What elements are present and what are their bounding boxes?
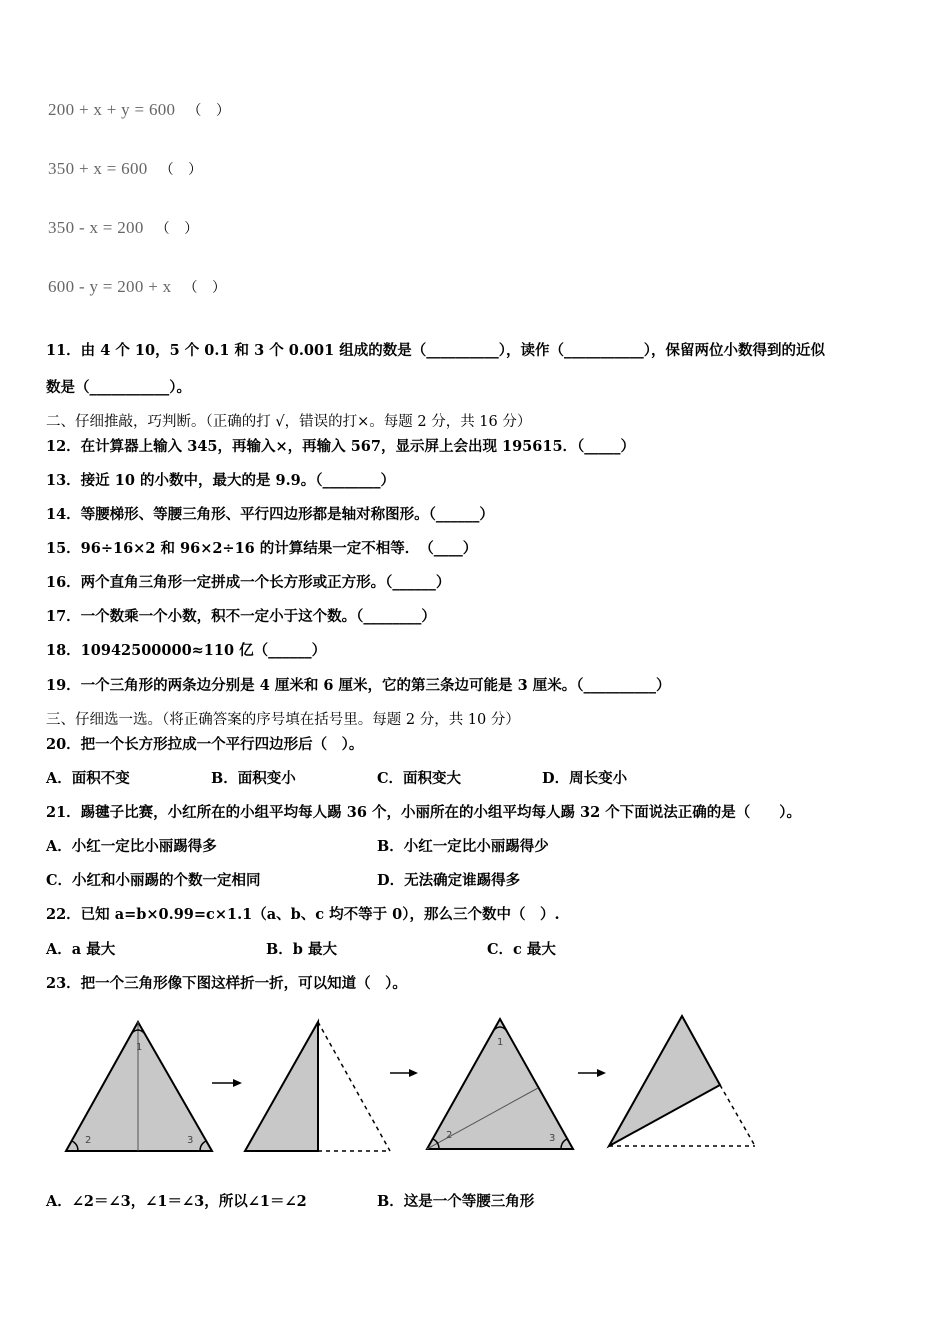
question-16: 16．两个直角三角形一定拼成一个长方形或正方形。（______） [46, 574, 451, 591]
question-21-stem: 21．踢毽子比赛，小红所在的小组平均每人踢 36 个，小丽所在的小组平均每人踢 32 个下面说法正确的是（ ）。 [46, 804, 801, 821]
angle-label-1b: 1 [497, 1037, 504, 1048]
q21-option-a: A．小红一定比小丽踢得多 [46, 838, 217, 855]
arrow-2-icon [390, 1069, 418, 1077]
question-22-stem: 22．已知 a=b×0.99=c×1.1（a、b、c 均不等于 0），那么三个数中（ ）. [46, 906, 560, 923]
question-12: 12．在计算器上输入 345，再输入×，再输入 567，显示屏上会出现 195615．（_____） [46, 438, 636, 455]
angle-label-3: 3 [187, 1135, 194, 1146]
question-18: 18．10942500000≈110 亿（______） [46, 642, 327, 659]
question-20-stem: 20．把一个长方形拉成一个平行四边形后（ ）。 [46, 736, 364, 753]
question-11-line2: 数是（___________）。 [46, 379, 191, 396]
question-11-line1: 11．由 4 个 10，5 个 0.1 和 3 个 0.001 组成的数是（__________），读作（___________），保留两位小数得到的近似 [46, 342, 825, 359]
equation-2: 350 + x = 600 （ ） [48, 159, 203, 178]
angle-label-3b: 3 [549, 1133, 556, 1144]
angle-label-2b: 2 [446, 1130, 453, 1141]
triangle-with-bisector [427, 1019, 573, 1149]
angle-label-2: 2 [85, 1135, 92, 1146]
question-14: 14．等腰梯形、等腰三角形、平行四边形都是轴对称图形。（______） [46, 506, 494, 523]
q23-option-a: A．∠2＝∠3，∠1＝∠3，所以∠1＝∠2 [46, 1193, 307, 1210]
q20-option-c: C．面积变大 [377, 770, 462, 787]
equation-4: 600 - y = 200 + x （ ） [48, 277, 227, 296]
q21-option-c: C．小红和小丽踢的个数一定相同 [46, 872, 261, 889]
question-15: 15．96÷16×2 和 96×2÷16 的计算结果一定不相等． （____） [46, 540, 478, 557]
q20-option-b: B．面积变小 [211, 770, 296, 787]
triangle-folding-figure [0, 1005, 950, 1165]
equation-3: 350 - x = 200 （ ） [48, 218, 199, 237]
angle-label-1: 1 [136, 1042, 143, 1053]
q20-option-a: A．面积不变 [46, 770, 130, 787]
q23-option-b: B．这是一个等腰三角形 [377, 1193, 535, 1210]
triangle-folded-diagonal [609, 1016, 755, 1146]
arrow-3-icon [578, 1069, 606, 1077]
q22-option-a: A．a 最大 [46, 941, 116, 958]
q20-option-d: D．周长变小 [542, 770, 628, 787]
question-19: 19．一个三角形的两条边分别是 4 厘米和 6 厘米，它的第三条边可能是 3 厘米。（__________） [46, 677, 671, 694]
q22-option-b: B．b 最大 [266, 941, 337, 958]
equation-1: 200 + x + y = 600 （ ） [48, 100, 231, 119]
triangle-folded-vertical [245, 1022, 390, 1151]
triangle-original [66, 1022, 212, 1151]
q21-option-b: B．小红一定比小丽踢得少 [377, 838, 549, 855]
question-23-stem: 23．把一个三角形像下图这样折一折，可以知道（ ）。 [46, 975, 407, 992]
question-17: 17．一个数乘一个小数，积不一定小于这个数。（________） [46, 608, 436, 625]
section-2-heading: 二、仔细推敲，巧判断。（正确的打 √，错误的打×。每题 2 分，共 16 分） [46, 414, 532, 430]
arrow-1-icon [212, 1079, 242, 1087]
q22-option-c: C．c 最大 [487, 941, 556, 958]
section-3-heading: 三、仔细选一选。（将正确答案的序号填在括号里。每题 2 分，共 10 分） [46, 712, 520, 728]
q21-option-d: D．无法确定谁踢得多 [377, 872, 521, 889]
question-13: 13．接近 10 的小数中，最大的是 9.9。（________） [46, 472, 395, 489]
